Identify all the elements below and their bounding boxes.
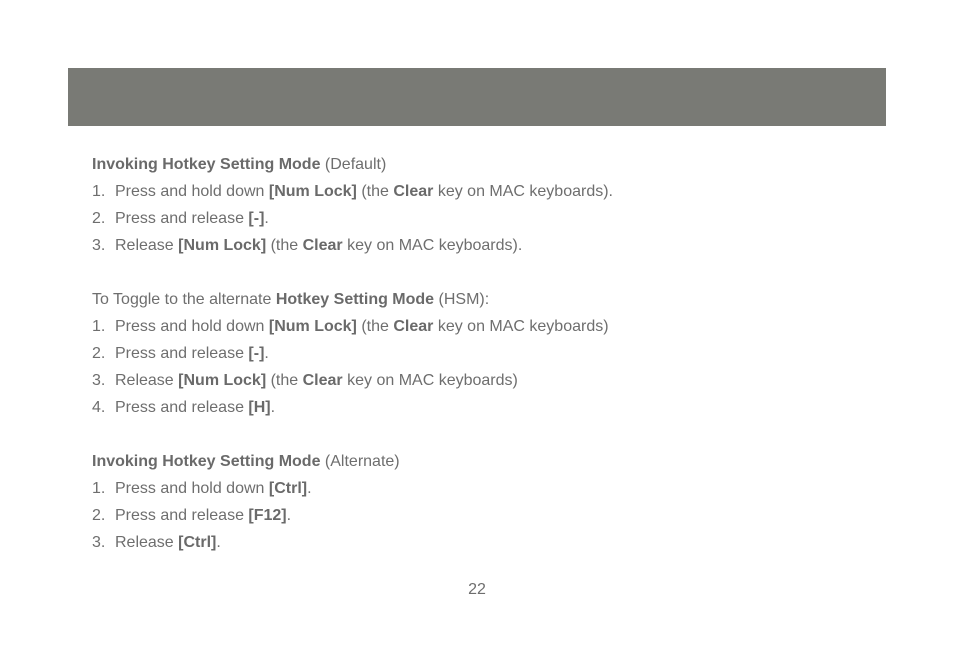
key-name: Clear — [302, 237, 343, 254]
step-text: Press and release — [115, 345, 249, 362]
heading-qualifier: (Alternate) — [320, 453, 400, 470]
step-item — [92, 396, 852, 423]
step-text: Press and release — [115, 507, 249, 524]
step-number: 2. — [92, 345, 106, 362]
heading-qualifier: (Default) — [320, 156, 387, 173]
step-item — [92, 207, 852, 234]
step-text: key on MAC keyboards). — [342, 237, 523, 254]
heading-mode-name: Hotkey Setting Mode — [275, 291, 435, 308]
step-text: Press and release — [115, 210, 249, 227]
key-name: [Num Lock] — [178, 372, 267, 389]
step-text: (the — [356, 183, 394, 200]
key-name: [Num Lock] — [268, 318, 357, 335]
step-text: . — [264, 210, 269, 227]
step-item — [92, 531, 852, 558]
instruction-section — [92, 153, 852, 261]
key-name: [-] — [248, 345, 265, 362]
step-text: . — [286, 507, 292, 524]
step-item — [92, 504, 852, 531]
header-band — [68, 68, 886, 126]
step-number: 3. — [92, 237, 106, 254]
key-name: Clear — [393, 183, 434, 200]
step-text: . — [216, 534, 221, 551]
step-number: 4. — [92, 399, 106, 416]
instructions-content — [92, 153, 852, 558]
step-number: 2. — [92, 507, 106, 524]
step-item — [92, 315, 852, 342]
heading-mode-name: Invoking Hotkey Setting Mode — [92, 453, 321, 470]
heading-qualifier: (HSM): — [434, 291, 490, 308]
key-name: [Ctrl] — [178, 534, 217, 551]
step-item — [92, 180, 852, 207]
step-text: key on MAC keyboards) — [433, 318, 609, 335]
step-text: . — [270, 399, 276, 416]
key-name: Clear — [302, 372, 343, 389]
key-name: Clear — [393, 318, 434, 335]
step-text: (the — [356, 318, 394, 335]
step-text: (the — [266, 372, 303, 389]
step-number: 3. — [92, 372, 106, 389]
page-number: 22 — [468, 581, 486, 598]
key-name: [-] — [248, 210, 265, 227]
step-item — [92, 477, 852, 504]
step-number: 2. — [92, 210, 106, 227]
key-name: [F12] — [248, 507, 287, 524]
step-text: Press and hold down — [115, 183, 269, 200]
key-name: [Num Lock] — [178, 237, 267, 254]
section-heading — [92, 288, 852, 315]
step-text: key on MAC keyboards). — [433, 183, 613, 200]
key-name: [Ctrl] — [268, 480, 308, 497]
step-item — [92, 234, 852, 261]
instruction-section — [92, 450, 852, 558]
section-heading — [92, 153, 852, 180]
step-text: key on MAC keyboards) — [342, 372, 518, 389]
section-heading — [92, 450, 852, 477]
step-text: Press and release — [115, 399, 249, 416]
step-number: 1. — [92, 480, 106, 497]
step-text: Release — [115, 534, 179, 551]
heading-text: To Toggle to the alternate — [92, 291, 276, 308]
heading-mode-name: Invoking Hotkey Setting Mode — [92, 156, 321, 173]
step-text: Release — [115, 372, 179, 389]
instruction-section — [92, 288, 852, 423]
key-name: [H] — [248, 399, 271, 416]
step-text: Press and hold down — [115, 318, 269, 335]
step-number: 1. — [92, 318, 106, 335]
step-text: . — [307, 480, 312, 497]
step-text: (the — [266, 237, 303, 254]
step-item — [92, 342, 852, 369]
step-text: Release — [115, 237, 179, 254]
step-item — [92, 369, 852, 396]
key-name: [Num Lock] — [268, 183, 357, 200]
step-number: 3. — [92, 534, 106, 551]
step-text: . — [264, 345, 269, 362]
step-number: 1. — [92, 183, 106, 200]
step-text: Press and hold down — [115, 480, 269, 497]
